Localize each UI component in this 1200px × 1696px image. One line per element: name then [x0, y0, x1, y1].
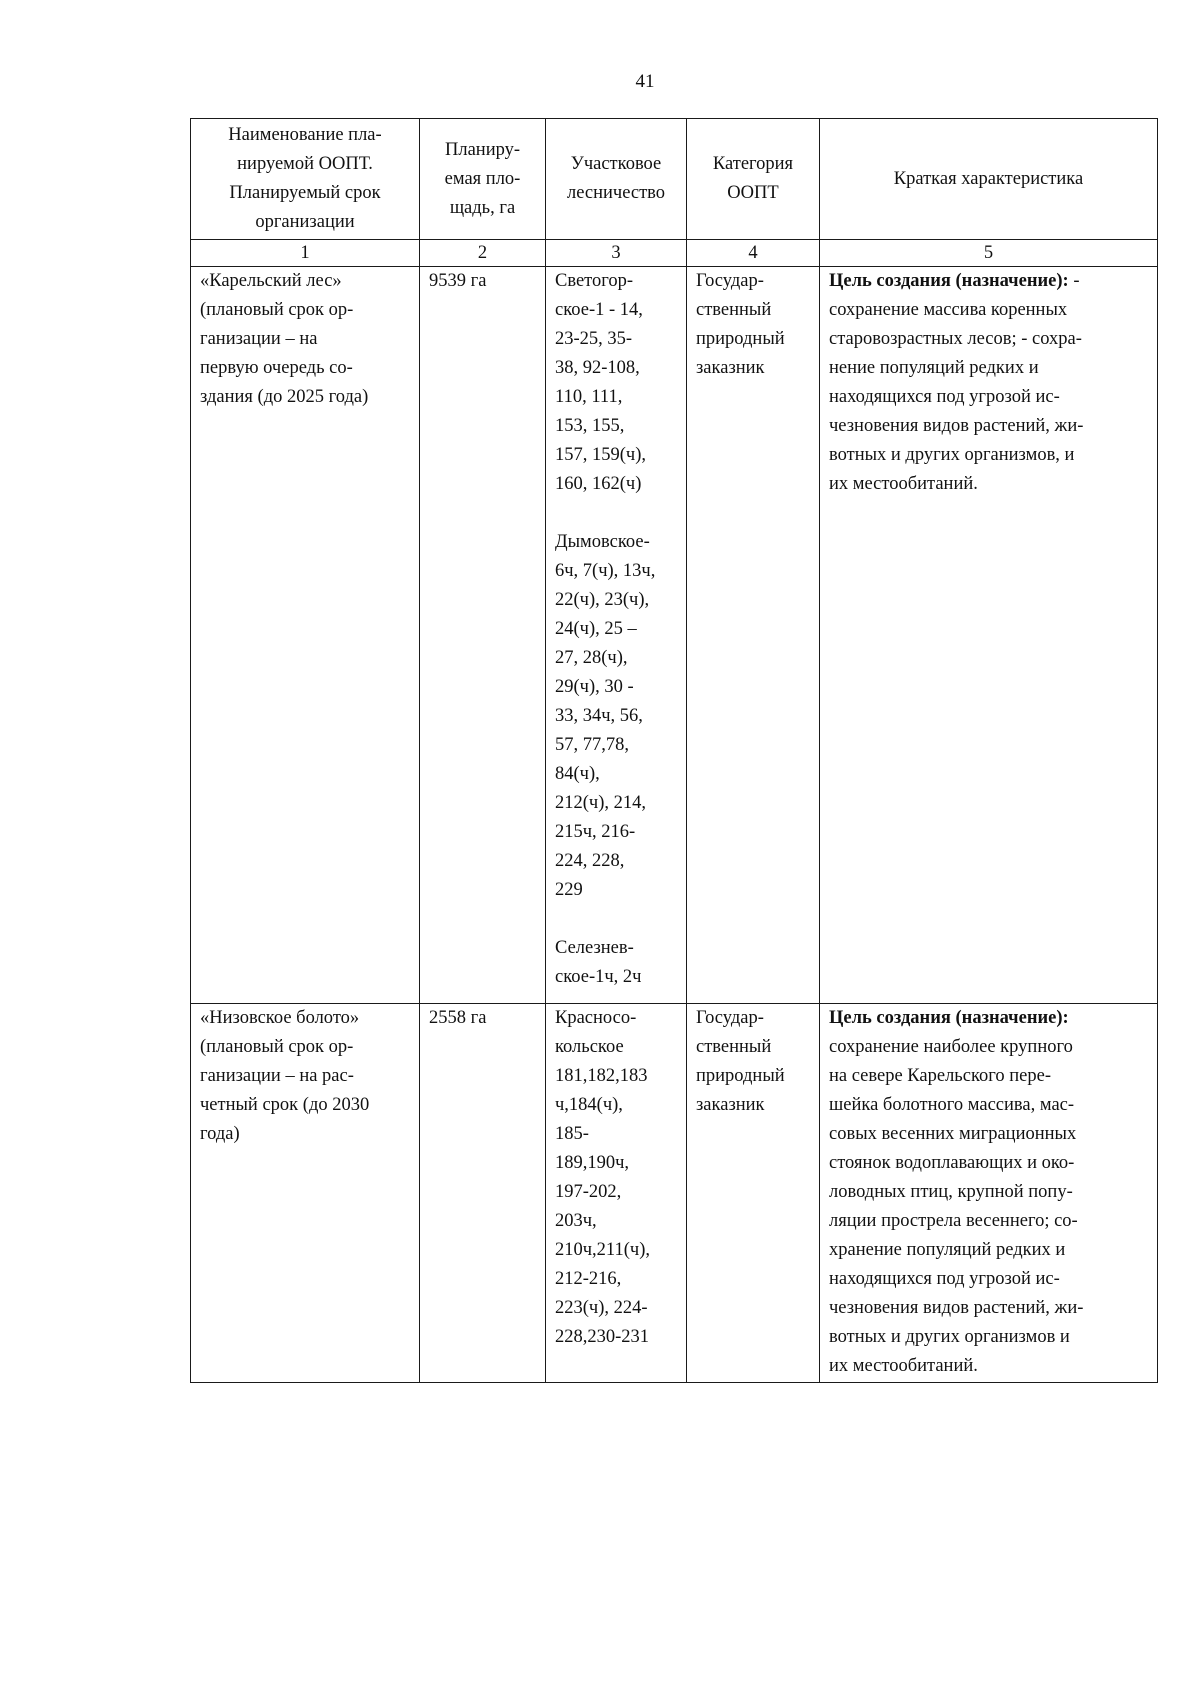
oopt-name: «Низовское болото» (плановый срок ор- ганизации – на рас- четный срок (до 2030 года): [200, 1008, 370, 1144]
oopt-area: 2558 га: [429, 1008, 487, 1028]
forestry-entry: Светогор- ское-1 - 14, 23-25, 35- 38, 92-108, 110, 111, 153, 155, 157, 159(ч), 160, 162(ч): [555, 271, 647, 494]
oopt-description: сохранение наиболее крупного на севере Карельского пере- шейка болотного массива, мас- совых весенних миграционных стоянок водоплавающих и око- ловодных птиц, крупной попу- ляции прострела весеннего; со- хранение популяций редких и находящихся под угрозой ис- чезновения видов растений, жи- вотных и других организмов и их местообитаний.: [829, 1037, 1084, 1376]
oopt-forestry-cell: [546, 267, 687, 1004]
oopt-area-cell: [420, 1004, 546, 1383]
purpose-label: Цель создания (назначение):: [829, 1008, 1069, 1028]
oopt-description-cell: [820, 267, 1158, 1004]
column-number-row: [191, 240, 1158, 267]
oopt-description-cell: [820, 1004, 1158, 1383]
oopt-category-cell: [687, 267, 820, 1004]
forestry-entry: Дымовское- 6ч, 7(ч), 13ч, 22(ч), 23(ч), 24(ч), 25 – 27, 28(ч), 29(ч), 30 - 33, 34ч, 56, 57, 77,78, 84(ч), 212(ч), 214, 215ч, 216- 224, 228, 229: [555, 532, 656, 900]
header-area: Планиру- емая пло- щадь, га: [420, 119, 546, 240]
oopt-area-cell: [420, 267, 546, 1004]
oopt-category-cell: [687, 1004, 820, 1383]
page-number: 41: [635, 71, 655, 92]
purpose-label: Цель создания (назначение):: [829, 271, 1069, 291]
oopt-name: «Карельский лес» (плановый срок ор- ганизации – на первую очередь со- здания (до 2025 года): [200, 271, 369, 407]
header-description: Краткая характеристика: [820, 119, 1158, 240]
oopt-category: Государ- ственный природный заказник: [696, 1008, 785, 1115]
table-header-row: [191, 119, 1158, 240]
table-row: [191, 1004, 1158, 1383]
column-number: 5: [820, 240, 1158, 267]
forestry-entry: Селезнев- ское-1ч, 2ч: [555, 938, 642, 987]
oopt-area: 9539 га: [429, 271, 487, 291]
header-forestry: Участковое лесничество: [546, 119, 687, 240]
oopt-forestry-cell: [546, 1004, 687, 1383]
column-number: 2: [420, 240, 546, 267]
column-number: 1: [191, 240, 420, 267]
oopt-name-cell: [191, 267, 420, 1004]
table-row: [191, 267, 1158, 1004]
header-name: Наименование пла- нируемой ООПТ. Планируемый срок организации: [191, 119, 420, 240]
oopt-description: - сохранение массива коренных старовозрастных лесов; - сохра- нение популяций редких и находящихся под угрозой ис- чезновения видов растений, жи- вотных и других организмов, и их местообитаний.: [829, 271, 1084, 494]
oopt-table: [190, 118, 1158, 1383]
header-category: Категория ООПТ: [687, 119, 820, 240]
oopt-name-cell: [191, 1004, 420, 1383]
forestry-entry: Красносо- кольское 181,182,183 ч,184(ч), 185- 189,190ч, 197-202, 203ч, 210ч,211(ч), 212-216, 223(ч), 224- 228,230-231: [555, 1008, 650, 1347]
column-number: 4: [687, 240, 820, 267]
oopt-category: Государ- ственный природный заказник: [696, 271, 785, 378]
column-number: 3: [546, 240, 687, 267]
